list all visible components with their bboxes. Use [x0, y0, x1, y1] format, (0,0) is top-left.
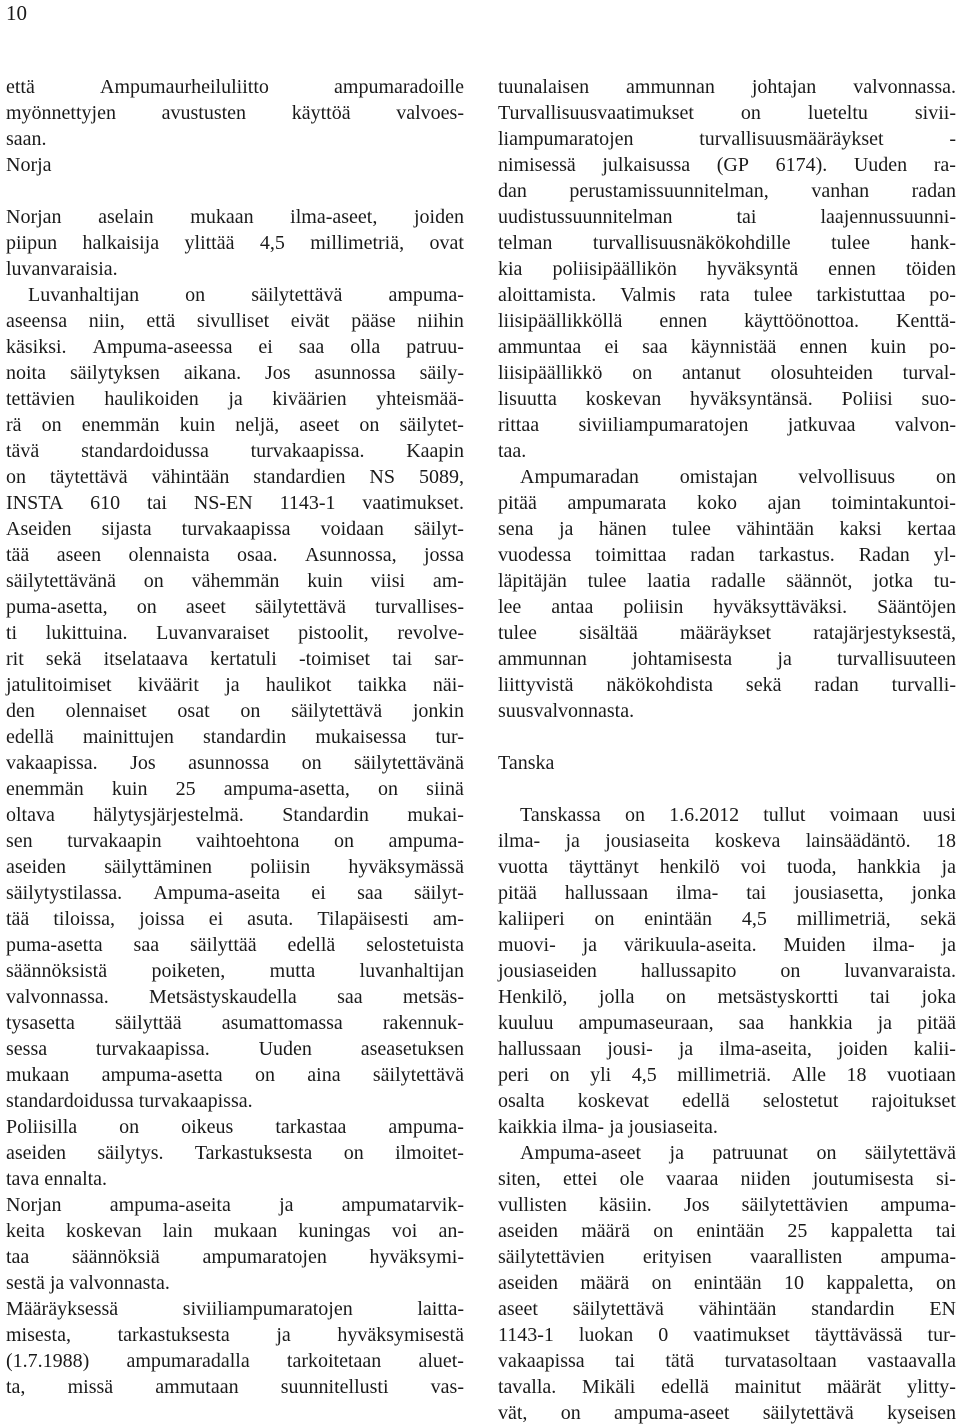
section-heading: Tanska: [498, 752, 555, 774]
text-line: peri on yli 4,5 millimetriä. Alle 18 vuotiaan: [498, 1064, 956, 1086]
text-line: lisuutta koskevan hyväksyntänsä. Poliisi suo-: [498, 388, 956, 410]
text-line: oltava hälytysjärjestelmä. Standardin mukai-: [6, 804, 464, 826]
text-line: että Ampumaurheiluliitto ampumaradoille: [6, 76, 464, 98]
text-line: Ampumaradan omistajan velvollisuus on: [520, 466, 956, 488]
text-line: vät, on ampuma-aseet säilytettävä kyseisen: [498, 1402, 956, 1424]
text-line: liittyvistä näkökohdista sekä radan turvalli-: [498, 674, 956, 696]
text-line: käsiksi. Ampuma-aseessa ei saa olla patruu-: [6, 336, 464, 358]
text-line: edellä mainittujen standardin mukaisessa tur-: [6, 726, 464, 748]
text-line: suusvalvonnasta.: [498, 700, 635, 722]
text-line: rä on enemmän kuin neljä, aseet on säilytet-: [6, 414, 464, 436]
text-line: telman turvallisuusnäkökohdille tulee hank-: [498, 232, 956, 254]
text-line: tettävien haulikoiden ja kiväärien yhteismää-: [6, 388, 464, 410]
text-line: 1143-1 luokan 0 vaatimukset täyttävässä tur-: [498, 1324, 956, 1346]
text-line: rittaa siviiliampumaratojen jatkuvaa valvon-: [498, 414, 956, 436]
text-line: tysasetta säilyttää asumattomassa rakennuk-: [6, 1012, 464, 1034]
text-line: tää tiloissa, joissa ei asuta. Tilapäisesti am-: [6, 908, 464, 930]
text-line: ta, missä ammutaan suunnitellusti vas-: [6, 1376, 464, 1398]
text-line: hallussaan jousi- ja ilma-aseita, joiden kalii-: [498, 1038, 956, 1060]
text-line: vakaapissa tai tätä turvatasoltaan vastaavalla: [498, 1350, 956, 1372]
text-line: säilytettävänä on vähemmän kuin viisi am-: [6, 570, 464, 592]
right-column: [498, 74, 956, 1426]
text-line: pitää ampumarata koko ajan toimintakuntoi-: [498, 492, 956, 514]
blank-line: [498, 776, 956, 802]
left-column: [6, 74, 464, 1400]
text-line: säännöksistä poiketen, mutta luvanhaltijan: [6, 960, 464, 982]
text-line: den olennaiset osat on säilytettävä jonkin: [6, 700, 464, 722]
text-line: tavalla. Mikäli edellä mainitut määrät ylitty-: [498, 1376, 956, 1398]
text-line: rit sekä itselataava kertatuli -toimiset tai sar-: [6, 648, 464, 670]
text-line: on täytettävä vähintään standardien NS 5089,: [6, 466, 464, 488]
text-line: aseiden määrä on enintään 25 kappaletta tai: [498, 1220, 956, 1242]
text-line: tää aseen olennaista osaa. Asunnossa, jossa: [6, 544, 464, 566]
text-line: aseiden säilytys. Tarkastuksesta on ilmoitet-: [6, 1142, 464, 1164]
text-line: pitää hallussaan ilma- tai jousiasetta, jonka: [498, 882, 956, 904]
text-line: Luvanhaltijan on säilytettävä ampuma-: [28, 284, 464, 306]
blank-line: [6, 178, 464, 204]
text-line: kuuluu ampumaseuraan, saa hankkia ja pitää: [498, 1012, 956, 1034]
text-line: osalta koskevat edellä selostetut rajoitukset: [498, 1090, 956, 1112]
text-line: tulee sisältää määräykset ratajärjestyksestä,: [498, 622, 956, 644]
text-line: puma-asetta, on aseet säilytettävä turvallises-: [6, 596, 464, 618]
text-line: tava ennalta.: [6, 1168, 108, 1190]
text-line: Norjan aselain mukaan ilma-aseet, joiden: [6, 206, 464, 228]
text-line: ammuntaa ei saa käynnistää ennen kuin po-: [498, 336, 956, 358]
text-line: myönnettyjen avustusten käyttöä valvoes-: [6, 102, 464, 124]
text-line: aloittamista. Valmis rata tulee tarkistuttaa po-: [498, 284, 956, 306]
text-line: aseet säilytettävä vähintään standardin EN: [498, 1298, 956, 1320]
text-line: sessa turvakaapissa. Uuden aseasetuksen: [6, 1038, 464, 1060]
text-line: keita koskevan lain mukaan kuningas voi an-: [6, 1220, 464, 1242]
text-line: vuodessa toimittaa radan tarkastus. Radan yl-: [498, 544, 956, 566]
text-line: taa säännöksiä ampumaratojen hyväksymi-: [6, 1246, 464, 1268]
text-line: sestä ja valvonnasta.: [6, 1272, 170, 1294]
text-line: liampumaratojen turvallisuusmääräykset -: [498, 128, 956, 150]
text-line: Turvallisuusvaatimukset on lueteltu sivii-: [498, 102, 956, 124]
text-line: (1.7.1988) ampumaradalla tarkoitetaan aluet-: [6, 1350, 464, 1372]
text-line: muovi- ja värikuula-aseita. Muiden ilma- ja: [498, 934, 956, 956]
text-line: taa.: [498, 440, 527, 462]
text-line: kia poliisipäällikön hyväksyntä ennen töiden: [498, 258, 956, 280]
text-line: siten, ettei ole vaaraa niiden joutumisesta si-: [498, 1168, 956, 1190]
text-line: jatulitoimiset kiväärit ja haulikot taikka näi-: [6, 674, 464, 696]
text-line: valvonnassa. Metsästyskaudella saa metsäs-: [6, 986, 464, 1008]
text-line: luvanvaraisia.: [6, 258, 118, 280]
text-line: sena ja hänen tulee vähintään kaksi kertaa: [498, 518, 956, 540]
text-line: vullisten käsiin. Jos säilytettävien ampuma-: [498, 1194, 956, 1216]
text-line: puma-asetta saa säilyttää edellä selostetuista: [6, 934, 464, 956]
text-line: uudistussuunnitelman tai laajennussuunni-: [498, 206, 956, 228]
text-line: vakaapissa. Jos asunnossa on säilytettävänä: [6, 752, 464, 774]
text-line: piipun halkaisija ylittää 4,5 millimetriä, ovat: [6, 232, 464, 254]
text-line: saan.: [6, 128, 47, 150]
text-line: mukaan ampuma-asetta on aina säilytettävä: [6, 1064, 464, 1086]
text-line: vuotta täyttänyt henkilö voi tuoda, hankkia ja: [498, 856, 956, 878]
text-line: misesta, tarkastuksesta ja hyväksymisestä: [6, 1324, 464, 1346]
text-line: Määräyksessä siviiliampumaratojen laitta-: [6, 1298, 464, 1320]
text-line: sen turvakaapin vaihtoehtona on ampuma-: [6, 830, 464, 852]
text-line: ilma- ja jousiaseita koskeva lainsäädäntö. 18: [498, 830, 956, 852]
text-line: aseiden määrä on enintään 10 kappaletta, on: [498, 1272, 956, 1294]
text-line: Henkilö, jolla on metsästyskortti tai joka: [498, 986, 956, 1008]
text-line: Tanskassa on 1.6.2012 tullut voimaan uusi: [520, 804, 956, 826]
section-heading: Norja: [6, 154, 52, 176]
text-line: Norjan ampuma-aseita ja ampumatarvik-: [6, 1194, 464, 1216]
text-line: nimisessä julkaisussa (GP 6174). Uuden ra-: [498, 154, 956, 176]
text-line: tuunalaisen ammunnan johtajan valvonnassa.: [498, 76, 956, 98]
text-line: standardoidussa turvakaapissa.: [6, 1090, 253, 1112]
text-line: kaliiperi on enintään 4,5 millimetriä, sekä: [498, 908, 956, 930]
text-line: enemmän kuin 25 ampuma-asetta, on siinä: [6, 778, 464, 800]
text-line: Poliisilla on oikeus tarkastaa ampuma-: [6, 1116, 464, 1138]
text-line: jousiaseiden hallussapito on luvanvaraista.: [498, 960, 956, 982]
text-line: liisipäällikköllä ennen käyttöönottoa. Kenttä-: [498, 310, 956, 332]
text-line: ammunnan johtamisesta ja turvallisuuteen: [498, 648, 956, 670]
text-line: aseiden säilyttäminen poliisin hyväksymässä: [6, 856, 464, 878]
text-line: INSTA 610 tai NS-EN 1143-1 vaatimukset.: [6, 492, 464, 514]
text-line: ti lukittuina. Luvanvaraiset pistoolit, revolve-: [6, 622, 464, 644]
text-line: liisipäällikkö on antanut olosuhteiden turval-: [498, 362, 956, 384]
text-line: tävä standardoidussa turvakaapissa. Kaapin: [6, 440, 464, 462]
text-line: Aseiden sijasta turvakaapissa voidaan säilyt-: [6, 518, 464, 540]
text-line: Ampuma-aseet ja patruunat on säilytettävä: [520, 1142, 956, 1164]
text-line: säilytettävien erityisen vaarallisten ampuma-: [498, 1246, 956, 1268]
text-line: noita säilytyksen aikana. Jos asunnossa säily-: [6, 362, 464, 384]
text-line: säilytystilassa. Ampuma-aseita ei saa säilyt-: [6, 882, 464, 904]
blank-line: [498, 724, 956, 750]
text-line: aseensa niin, että sivulliset eivät pääse niihin: [6, 310, 464, 332]
text-line: läpitäjän tulee laatia radalle säännöt, jotka tu-: [498, 570, 956, 592]
text-line: dan perustamissuunnitelman, vanhan radan: [498, 180, 956, 202]
text-line: lee antaa poliisin hyväksyttäväksi. Sääntöjen: [498, 596, 956, 618]
page-number: 10: [6, 1, 27, 25]
text-line: kaikkia ilma- ja jousiaseita.: [498, 1116, 718, 1138]
